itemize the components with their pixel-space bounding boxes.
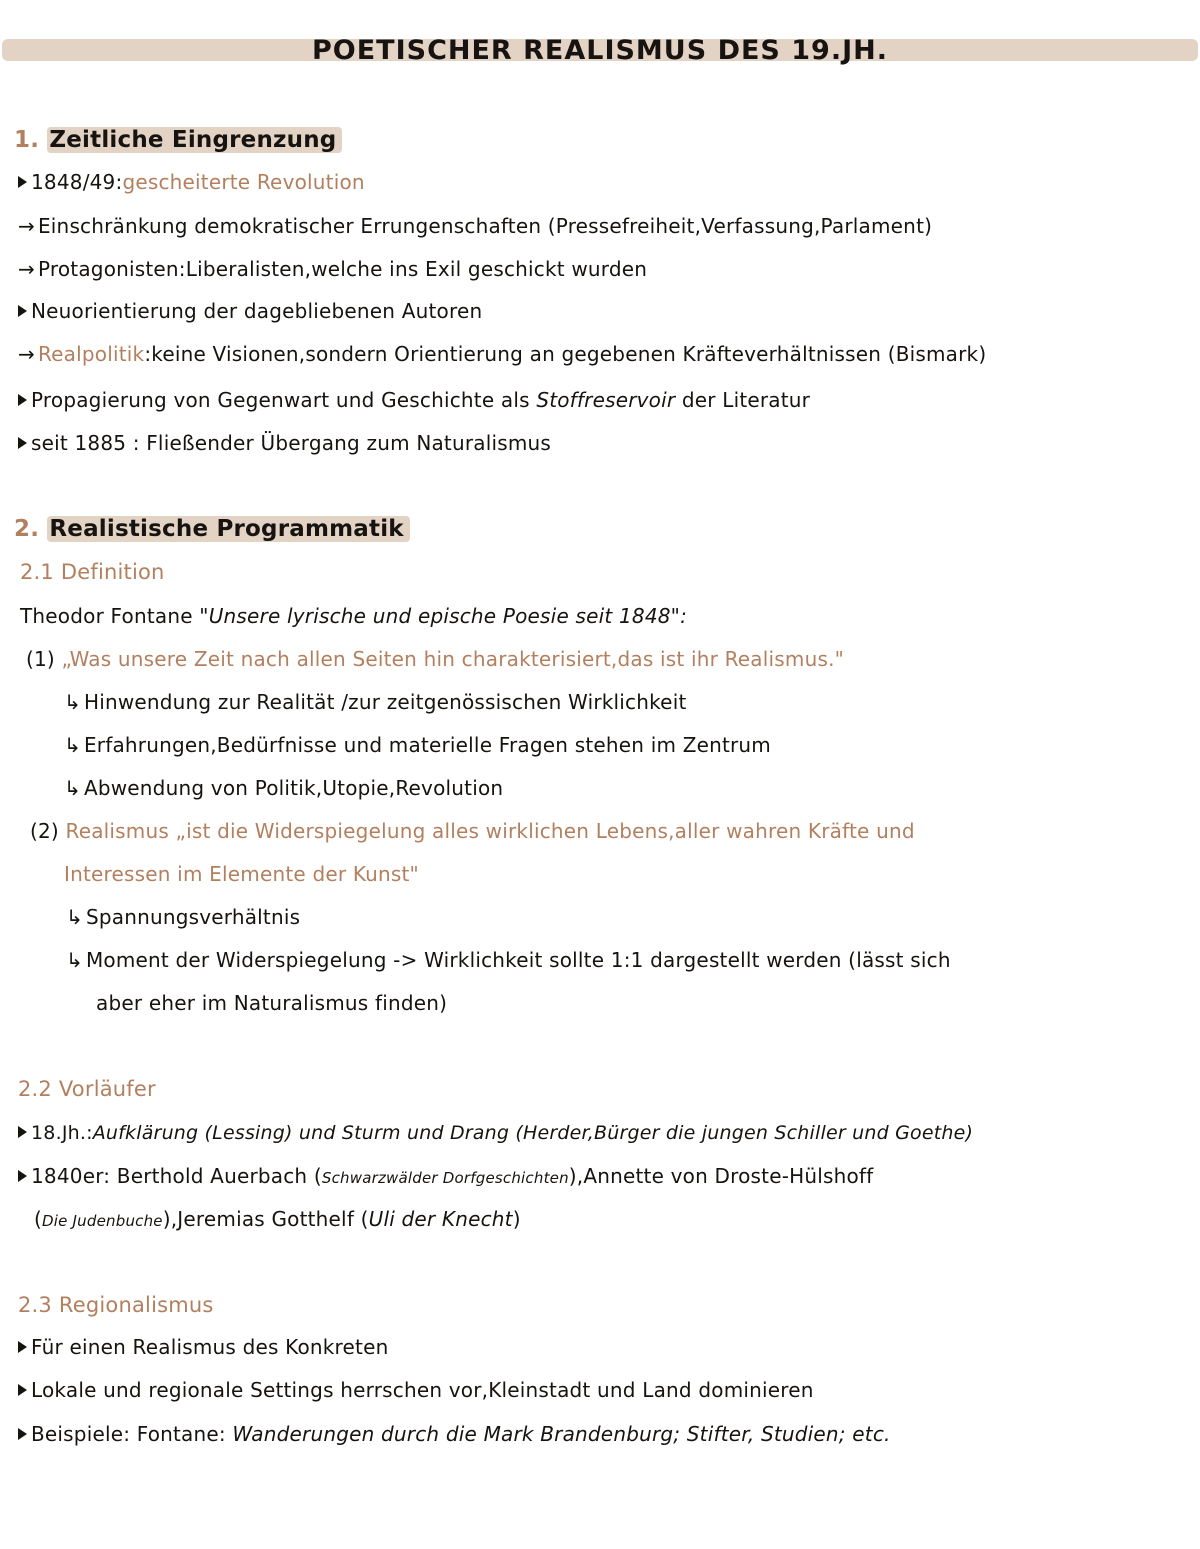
list-item: → Protagonisten:Liberalisten,welche ins Exil geschickt wurden xyxy=(18,257,648,281)
triangle-bullet-icon xyxy=(18,176,27,188)
triangle-bullet-icon xyxy=(18,1170,27,1182)
list-item: 1840er: Berthold Auerbach (Schwarzwälder Dorfgeschichten),Annette von Droste-Hülshoff xyxy=(18,1162,873,1192)
quote-1: (1) „Was unsere Zeit nach allen Seiten hin charakterisiert,das ist ihr Realismus." xyxy=(26,647,845,671)
list-item: Beispiele: Fontane: Wanderungen durch die Mark Brandenburg; Stifter, Studien; etc. xyxy=(18,1420,891,1448)
section-1-heading xyxy=(14,126,342,154)
list-item: seit 1885 : Fließender Übergang zum Naturalismus xyxy=(18,429,551,457)
section-title: Zeitliche Eingrenzung xyxy=(47,127,342,153)
list-item: ↳ Abwendung von Politik,Utopie,Revolution xyxy=(64,776,504,800)
hook-arrow-icon: ↳ xyxy=(64,776,81,800)
list-item: ↳ Hinwendung zur Realität /zur zeitgenössischen Wirklichkeit xyxy=(64,690,687,714)
list-item: Propagierung von Gegenwart und Geschichte als Stoffreservoir der Literatur xyxy=(18,386,810,414)
list-item: → Realpolitik:keine Visionen,sondern Orientierung an gegebenen Kräfteverhältnissen (Bismark) xyxy=(18,342,987,366)
subsection-heading: 2.3 Regionalismus xyxy=(18,1293,214,1317)
triangle-bullet-icon xyxy=(18,305,27,317)
list-item-continued: aber eher im Naturalismus finden) xyxy=(96,991,448,1015)
list-item: ↳ Erfahrungen,Bedürfnisse und materielle Fragen stehen im Zentrum xyxy=(64,733,771,757)
quote-2-continued: Interessen im Elemente der Kunst" xyxy=(64,862,419,886)
list-item: → Einschränkung demokratischer Errungenschaften (Pressefreiheit,Verfassung,Parlament) xyxy=(18,214,933,238)
list-item: Für einen Realismus des Konkreten xyxy=(18,1333,388,1361)
section-2-heading xyxy=(14,515,410,543)
triangle-bullet-icon xyxy=(18,437,27,449)
triangle-bullet-icon xyxy=(18,1341,27,1353)
list-item-continued: (Die Judenbuche),Jeremias Gotthelf (Uli der Knecht) xyxy=(34,1207,521,1231)
triangle-bullet-icon xyxy=(18,1428,27,1440)
triangle-bullet-icon xyxy=(18,1384,27,1396)
arrow-right-icon: → xyxy=(18,342,35,366)
hook-arrow-icon: ↳ xyxy=(64,733,81,757)
page-title: POETISCHER REALISMUS DES 19.JH. xyxy=(311,35,889,66)
section-title: Realistische Programmatik xyxy=(47,516,409,542)
subsection-heading: 2.2 Vorläufer xyxy=(18,1077,156,1101)
subsection-heading: 2.1 Definition xyxy=(20,560,165,584)
list-item: Lokale und regionale Settings herrschen vor,Kleinstadt und Land dominieren xyxy=(18,1376,814,1404)
list-item: Neuorientierung der dagebliebenen Autoren xyxy=(18,297,482,325)
list-item: 1848/49:gescheiterte Revolution xyxy=(18,168,365,196)
hook-arrow-icon: ↳ xyxy=(66,948,83,972)
section-number: 1. xyxy=(14,127,40,153)
source-line: Theodor Fontane "Unsere lyrische und epische Poesie seit 1848": xyxy=(20,604,688,628)
list-item: ↳ Spannungsverhältnis xyxy=(66,905,301,929)
quote-2: (2) Realismus „ist die Widerspiegelung alles wirklichen Lebens,aller wahren Kräfte und xyxy=(30,819,915,843)
arrow-right-icon: → xyxy=(18,214,35,238)
triangle-bullet-icon xyxy=(18,394,27,406)
section-number: 2. xyxy=(14,516,40,542)
list-item: ↳ Moment der Widerspiegelung -> Wirklichkeit sollte 1:1 dargestellt werden (lässt sich xyxy=(66,948,951,972)
list-item: 18.Jh.:Aufklärung (Lessing) und Sturm und Drang (Herder,Bürger die jungen Schiller und Goethe) xyxy=(18,1119,973,1147)
arrow-right-icon: → xyxy=(18,257,35,281)
triangle-bullet-icon xyxy=(18,1126,27,1138)
hook-arrow-icon: ↳ xyxy=(64,690,81,714)
hook-arrow-icon: ↳ xyxy=(66,905,83,929)
